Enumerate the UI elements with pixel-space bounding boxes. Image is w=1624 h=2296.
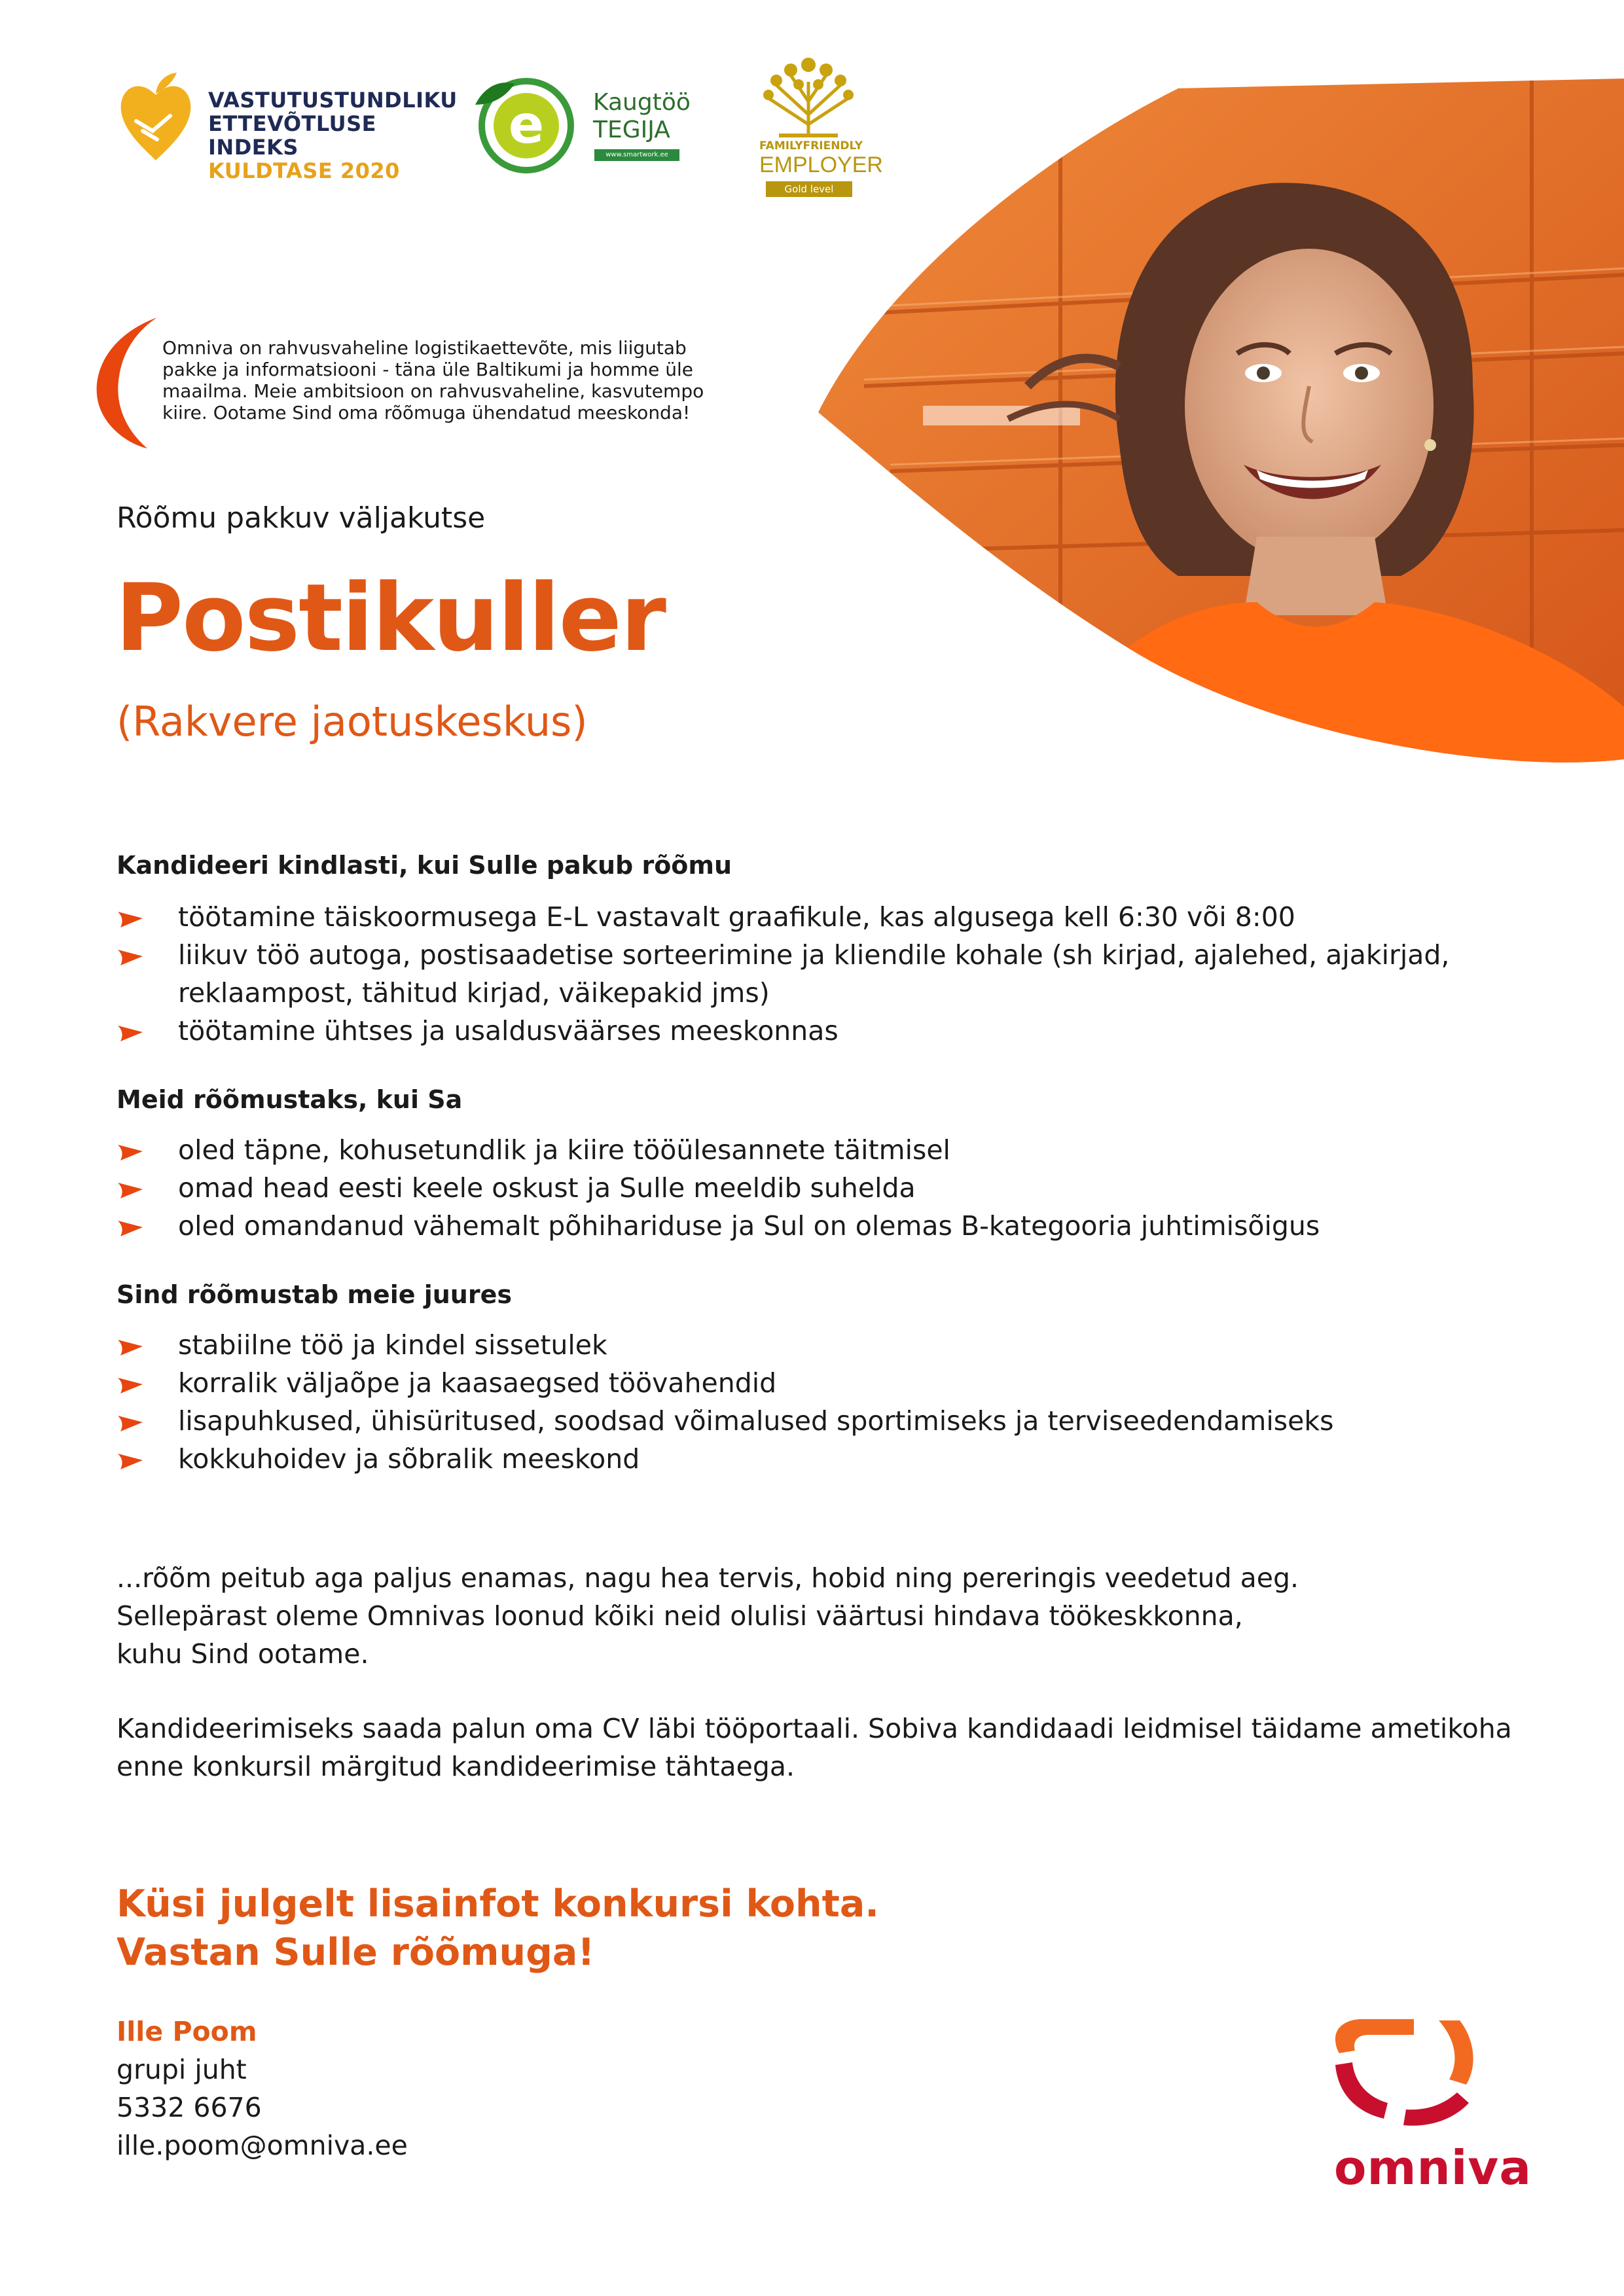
application-paragraph <box>117 1710 1524 1785</box>
list-item: omad head eesti keele oskust ja Sulle meeldib suhelda <box>117 1169 1524 1207</box>
company-intro: Omniva on rahvusvaheline logistikaettevõte, mis liigutab pakke ja informatsiooni - täna üle Baltikumi ja homme üle maailma. Meie ambitsioon on rahvusvaheline, kasvutempo kiire. Ootame Sind oma rõõmuga ühendatud meeskonda! <box>162 337 704 423</box>
contact-role: grupi juht <box>117 2054 247 2085</box>
vei-line3: KULDTASE 2020 <box>208 158 400 183</box>
list-item: oled omandanud vähemalt põhihariduse ja Sul on olemas B-kategooria juhtimisõigus <box>117 1207 1524 1245</box>
arrow-bullet-icon <box>118 1218 143 1236</box>
paragraph-line: Kandideerimiseks saada palun oma CV läbi tööportaali. Sobiva kandidaadi leidmisel täidame ametikoha <box>117 1713 1512 1744</box>
hero-photo <box>812 79 1624 772</box>
section-heading: Kandideeri kindlasti, kui Sulle pakub rõõmu <box>117 851 732 880</box>
arrow-bullet-icon <box>118 947 143 965</box>
omniva-logo <box>1329 2013 1532 2195</box>
list-item: oled täpne, kohusetundlik ja kiire tööülesannete täitmisel <box>117 1131 1524 1169</box>
omniva-mark-icon <box>1329 2013 1512 2137</box>
ffe-line1: FAMILYFRIENDLY <box>759 139 863 152</box>
list-item: töötamine täiskoormusega E-L vastavalt graafikule, kas algusega kell 6:30 või 8:00 <box>117 898 1524 936</box>
vei-line1: VASTUTUSTUNDLIKU <box>208 88 458 113</box>
kaugtoo-logo <box>449 65 691 180</box>
contact-email[interactable]: ille.poom@omniva.ee <box>117 2130 408 2161</box>
ffe-line3: Gold level <box>766 181 852 197</box>
cta-line: Küsi julgelt lisainfot konkursi kohta. <box>117 1882 879 1926</box>
arrow-bullet-icon <box>118 1337 143 1355</box>
arrow-bullet-icon <box>118 1413 143 1431</box>
section-list <box>117 898 1524 1050</box>
e-leaf-icon <box>449 65 586 180</box>
list-item: töötamine ühtses ja usaldusväärses meeskonnas <box>117 1012 1524 1050</box>
arrow-bullet-icon <box>118 1451 143 1469</box>
paragraph-line: enne konkursil märgitud kandideerimise tähtaega. <box>117 1751 795 1782</box>
arrow-bullet-icon <box>118 1142 143 1160</box>
heart-apple-icon <box>117 69 195 167</box>
kaugtoo-line2: TEGIJA <box>593 117 670 143</box>
paragraph-line: Sellepärast oleme Omnivas loonud kõiki neid olulisi väärtusi hindava töökeskkonna, <box>117 1600 1243 1632</box>
omniva-wordmark: omniva <box>1334 2140 1532 2195</box>
cta-line: Vastan Sulle rõõmuga! <box>117 1931 595 1974</box>
section-list <box>117 1326 1524 1478</box>
contact-phone[interactable]: 5332 6676 <box>117 2092 262 2123</box>
list-item: korralik väljaõpe ja kaasaegsed töövahendid <box>117 1364 1524 1402</box>
intro-arc-icon <box>85 311 164 455</box>
section-heading: Meid rõõmustaks, kui Sa <box>117 1085 463 1114</box>
list-item: lisapuhkused, ühisüritused, soodsad võimalused sportimiseks ja terviseedendamiseks <box>117 1402 1524 1440</box>
subtitle: Rõõmu pakkuv väljakutse <box>117 501 486 535</box>
list-item: stabiilne töö ja kindel sissetulek <box>117 1326 1524 1364</box>
call-to-action <box>117 1880 879 1977</box>
job-location: (Rakvere jaotuskeskus) <box>117 698 588 745</box>
contact-name: Ille Poom <box>117 2016 257 2047</box>
list-item: kokkuhoidev ja sõbralik meeskond <box>117 1440 1524 1478</box>
arrow-bullet-icon <box>118 909 143 927</box>
ffe-line2: EMPLOYER <box>759 152 883 177</box>
paragraph-line: ...rõõm peitub aga paljus enamas, nagu hea tervis, hobid ning pereringis veedetud aeg. <box>117 1562 1299 1594</box>
vei-logo <box>117 69 458 183</box>
vei-line2: ETTEVÕTLUSE INDEKS <box>208 111 376 160</box>
arrow-bullet-icon <box>118 1023 143 1041</box>
list-item: liikuv töö autoga, postisaadetise sorteerimine ja kliendile kohale (sh kirjad, ajalehed, ajakirjad, reklaampost, tähitud kirjad, väikepakid jms) <box>117 936 1524 1012</box>
kaugtoo-line1: Kaugtöö <box>593 89 691 116</box>
closing-paragraph <box>117 1559 1524 1673</box>
arrow-bullet-icon <box>118 1375 143 1393</box>
section-heading: Sind rõõmustab meie juures <box>117 1280 512 1309</box>
job-title: Postikuller <box>115 564 665 672</box>
section-list <box>117 1131 1524 1245</box>
arrow-bullet-icon <box>118 1180 143 1198</box>
kaugtoo-url: www.smartwork.ee <box>594 149 679 161</box>
paragraph-line: kuhu Sind ootame. <box>117 1638 369 1670</box>
svg-text:e: e <box>508 94 545 155</box>
